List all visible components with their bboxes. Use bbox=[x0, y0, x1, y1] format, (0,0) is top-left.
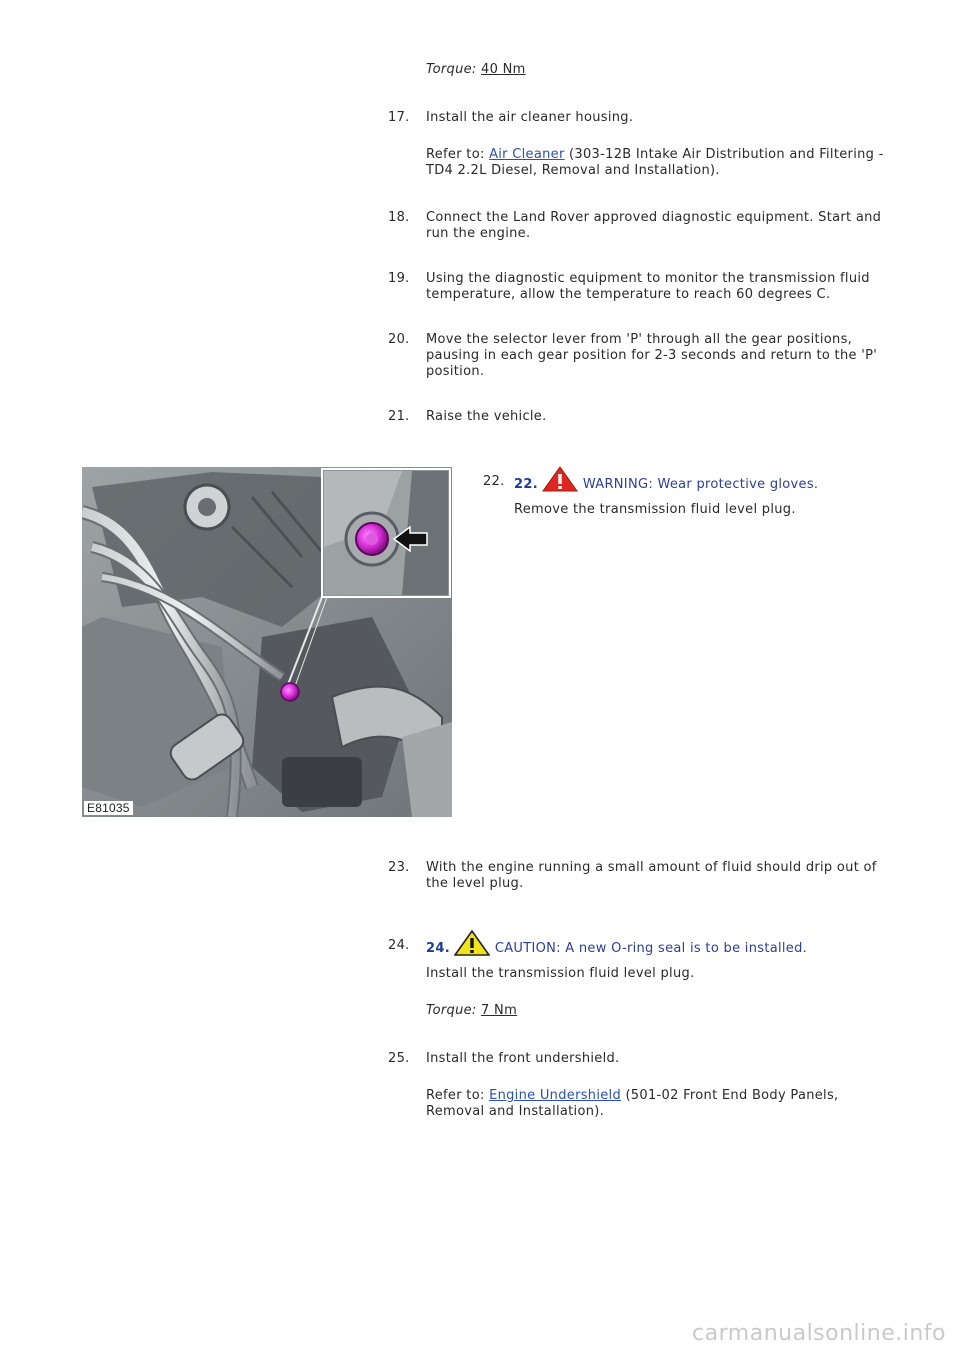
refer-suffix: (303-12B Intake Air Distribution and Filtering - bbox=[569, 147, 884, 162]
step-17-reference bbox=[426, 147, 884, 163]
caution-text: CAUTION: A new O-ring seal is to be installed. bbox=[494, 941, 808, 956]
torque-value: 7 Nm bbox=[481, 1003, 518, 1018]
step-25-text: Install the front undershield. bbox=[426, 1051, 620, 1066]
caution-icon bbox=[454, 930, 490, 961]
torque-value: 40 Nm bbox=[481, 62, 526, 77]
step-24-torque bbox=[426, 1003, 517, 1019]
step-25-number: 25. bbox=[388, 1051, 410, 1066]
fluid-level-plug-mark bbox=[281, 683, 299, 701]
step-20-line3: position. bbox=[426, 364, 485, 379]
step-20-line2: pausing in each gear position for 2-3 seconds and return to the 'P' bbox=[426, 348, 878, 363]
step-20-line1: Move the selector lever from 'P' through all the gear positions, bbox=[426, 332, 853, 347]
step-19-number: 19. bbox=[388, 271, 410, 286]
refer-prefix: Refer to: bbox=[426, 147, 485, 162]
engine-illustration bbox=[82, 467, 452, 817]
warning-text: WARNING: Wear protective gloves. bbox=[582, 477, 819, 492]
step-22-bold-number: 22. bbox=[514, 477, 538, 492]
step-24-caution bbox=[426, 930, 807, 961]
step-22-text: Remove the transmission fluid level plug. bbox=[514, 502, 796, 517]
transmission-plug-figure bbox=[82, 467, 452, 817]
air-cleaner-link[interactable]: Air Cleaner bbox=[489, 147, 565, 162]
engine-undershield-link[interactable]: Engine Undershield bbox=[489, 1088, 621, 1103]
step-24-text: Install the transmission fluid level plug. bbox=[426, 966, 695, 981]
step-22-number: 22. bbox=[483, 474, 505, 489]
step-20-number: 20. bbox=[388, 332, 410, 347]
figure-code-label: E81035 bbox=[84, 801, 133, 815]
step-25-reference-line2: Removal and Installation). bbox=[426, 1104, 605, 1119]
torque-label: Torque: bbox=[426, 62, 477, 77]
step-21-number: 21. bbox=[388, 409, 410, 424]
torque-label: Torque: bbox=[426, 1003, 477, 1018]
step-18-line1: Connect the Land Rover approved diagnostic equipment. Start and bbox=[426, 210, 882, 225]
top-torque bbox=[426, 62, 526, 78]
step-17-number: 17. bbox=[388, 110, 410, 125]
step-22-warning bbox=[514, 466, 818, 497]
warning-icon bbox=[542, 466, 578, 497]
step-24-bold-number: 24. bbox=[426, 941, 450, 956]
step-25-reference bbox=[426, 1088, 838, 1104]
step-23-line1: With the engine running a small amount of fluid should drip out of bbox=[426, 860, 877, 875]
step-23-number: 23. bbox=[388, 860, 410, 875]
step-17-text: Install the air cleaner housing. bbox=[426, 110, 634, 125]
step-19-line2: temperature, allow the temperature to reach 60 degrees C. bbox=[426, 287, 831, 302]
step-17-reference-line2: TD4 2.2L Diesel, Removal and Installation). bbox=[426, 163, 720, 178]
step-24-number: 24. bbox=[388, 938, 410, 953]
site-watermark: carmanualsonline.info bbox=[692, 1321, 946, 1346]
step-19-line1: Using the diagnostic equipment to monitor the transmission fluid bbox=[426, 271, 870, 286]
refer-prefix: Refer to: bbox=[426, 1088, 485, 1103]
step-18-line2: run the engine. bbox=[426, 226, 531, 241]
refer-suffix: (501-02 Front End Body Panels, bbox=[625, 1088, 839, 1103]
step-21-text: Raise the vehicle. bbox=[426, 409, 547, 424]
step-23-line2: the level plug. bbox=[426, 876, 524, 891]
step-18-number: 18. bbox=[388, 210, 410, 225]
